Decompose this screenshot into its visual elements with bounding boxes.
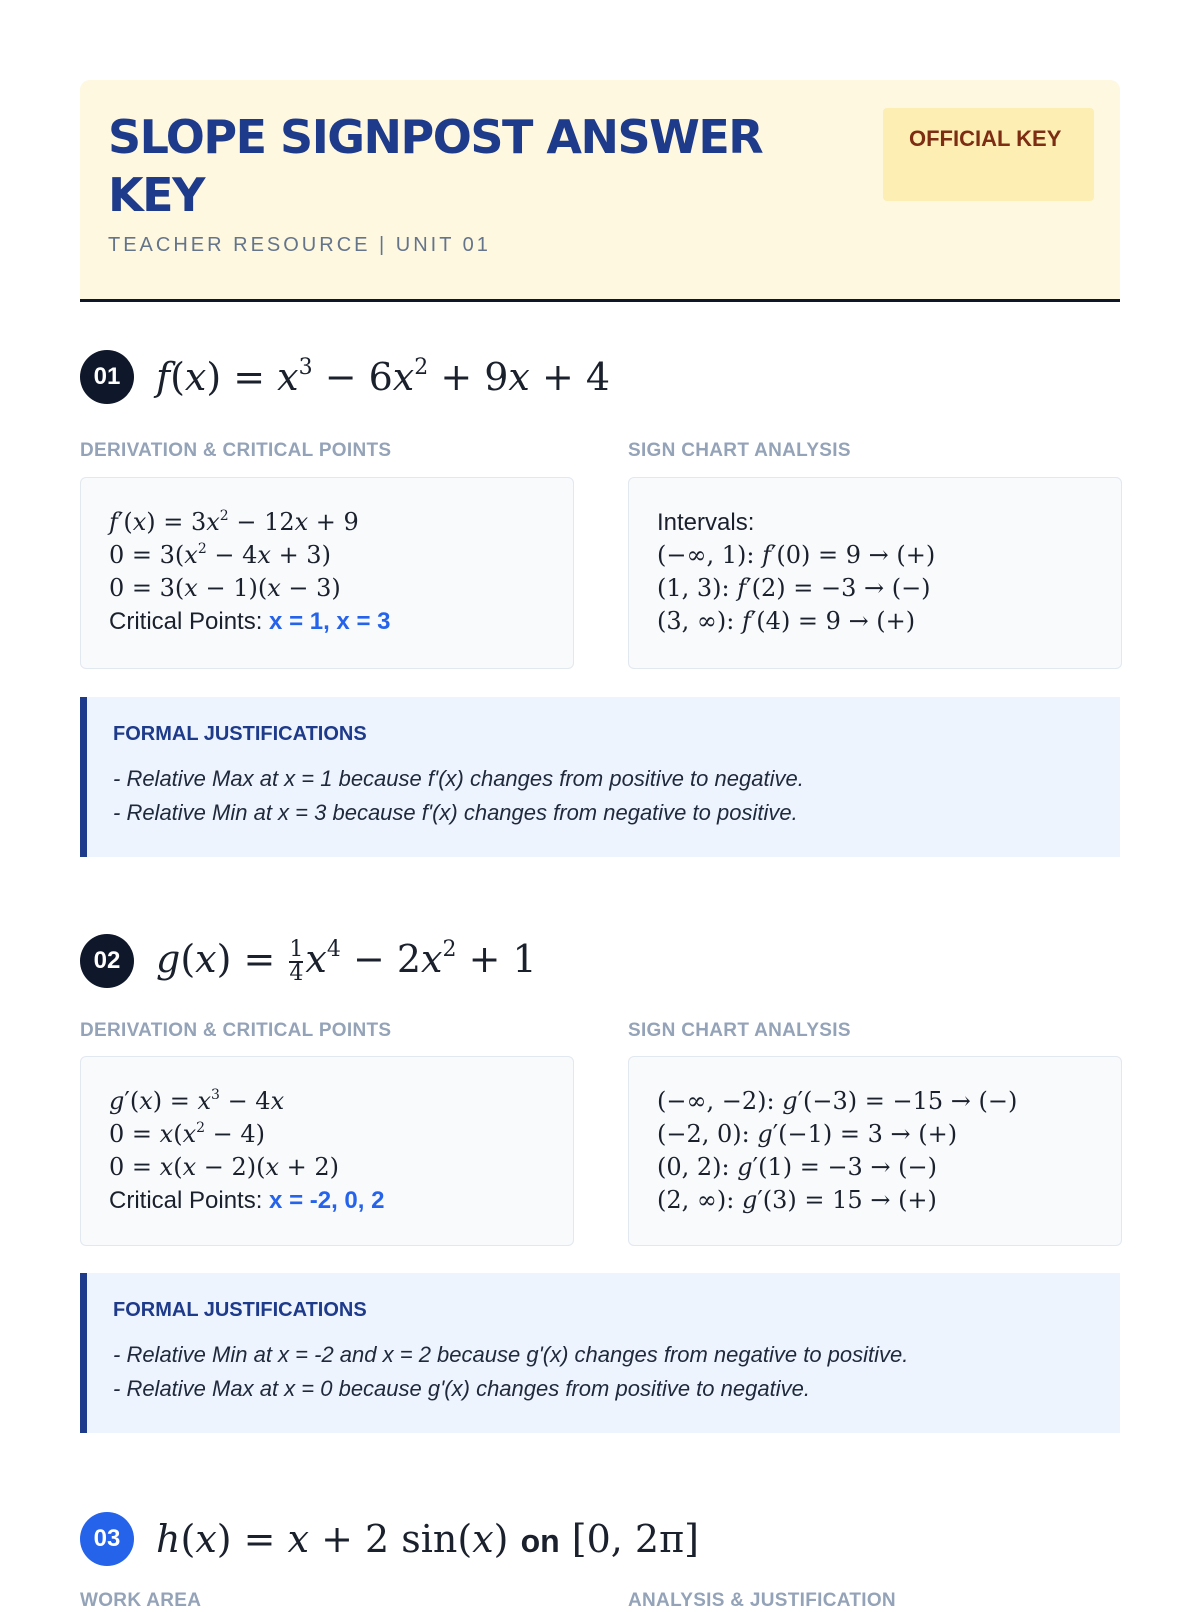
- problem-number-badge: 03: [80, 1512, 134, 1566]
- problem-1-justifications: [80, 697, 1120, 857]
- sign-chart-row: (3, ∞): f′(4) = 9 → (+): [657, 607, 916, 635]
- sign-chart-label: SIGN CHART ANALYSIS: [628, 440, 851, 461]
- derivation-label: DERIVATION & CRITICAL POINTS: [80, 440, 392, 461]
- problem-1-function: $f(x) = x^3 - 6x^2 + 9x + 4$: [156, 355, 611, 399]
- problem-2-justifications: [80, 1273, 1120, 1433]
- justifications-title: FORMAL JUSTIFICATIONS: [113, 1299, 367, 1321]
- sign-chart-row: (2, ∞): g′(3) = 15 → (+): [657, 1186, 937, 1214]
- problem-1-header: [80, 350, 610, 404]
- problem-2-function: g(x) = $\frac{1}{4}$ $x^4 - 2x^2 + 1$: [156, 936, 537, 987]
- header-card: [80, 80, 1120, 302]
- sign-chart-row: (−∞, −2): g′(−3) = −15 → (−): [657, 1087, 1018, 1115]
- derivation-line: $f'(x) = 3x^2 - 12x + 9$: [109, 508, 359, 536]
- work-area-label: WORK AREA: [80, 1590, 202, 1611]
- justification-line: - Relative Max at x = 0 because g'(x) changes from positive to negative.: [113, 1376, 810, 1401]
- problem-2-sign-chart-box: [628, 1056, 1122, 1246]
- problem-number-badge: 02: [80, 934, 134, 988]
- derivation-line: 0 = 3(x − 1)(x − 3): [109, 574, 341, 602]
- page-title: SLOPE SIGNPOST ANSWER KEY: [108, 110, 763, 222]
- problem-number-badge: 01: [80, 350, 134, 404]
- derivation-line: $g'(x) = x^3 - 4x$: [109, 1087, 285, 1115]
- sign-chart-row: (1, 3): f′(2) = −3 → (−): [657, 574, 931, 602]
- critical-points-values: x = -2, 0, 2: [269, 1187, 385, 1214]
- justifications-title: FORMAL JUSTIFICATIONS: [113, 723, 367, 745]
- derivation-line: 0 = x(x − 2)(x + 2): [109, 1153, 340, 1181]
- sign-chart-row: (−∞, 1): f′(0) = 9 → (+): [657, 541, 936, 569]
- critical-points-line: Critical Points: x = 1, x = 3: [109, 608, 391, 635]
- sign-chart-row: (0, 2): g′(1) = −3 → (−): [657, 1153, 938, 1181]
- page-subtitle: TEACHER RESOURCE | UNIT 01: [108, 234, 491, 256]
- official-key-badge: OFFICIAL KEY: [883, 108, 1094, 201]
- justification-line: - Relative Min at x = -2 and x = 2 because g'(x) changes from negative to positive.: [113, 1342, 909, 1367]
- justification-line: - Relative Max at x = 1 because f'(x) changes from positive to negative.: [113, 766, 804, 791]
- critical-points-line: Critical Points: x = -2, 0, 2: [109, 1187, 385, 1214]
- sign-chart-label: SIGN CHART ANALYSIS: [628, 1020, 851, 1041]
- problem-2-header: [80, 934, 537, 988]
- problem-1-sign-chart-box: [628, 477, 1122, 669]
- derivation-line: $0 = 3(x^2 - 4x + 3)$: [109, 541, 331, 569]
- justification-line: - Relative Min at x = 3 because f'(x) changes from negative to positive.: [113, 800, 798, 825]
- derivation-label: DERIVATION & CRITICAL POINTS: [80, 1020, 392, 1041]
- problem-3-header: [80, 1512, 699, 1566]
- intervals-heading: Intervals:: [657, 509, 755, 536]
- derivation-line: $0 = x(x^2 - 4)$: [109, 1120, 266, 1148]
- problem-2-derivation-box: [80, 1056, 574, 1246]
- problem-1-derivation-box: [80, 477, 574, 669]
- sign-chart-row: (−2, 0): g′(−1) = 3 → (+): [657, 1120, 958, 1148]
- analysis-label: ANALYSIS & JUSTIFICATION: [628, 1590, 896, 1611]
- problem-3-function: h(x) = x + 2 sin(x) on [0, 2π]: [156, 1517, 699, 1561]
- critical-points-values: x = 1, x = 3: [269, 608, 391, 635]
